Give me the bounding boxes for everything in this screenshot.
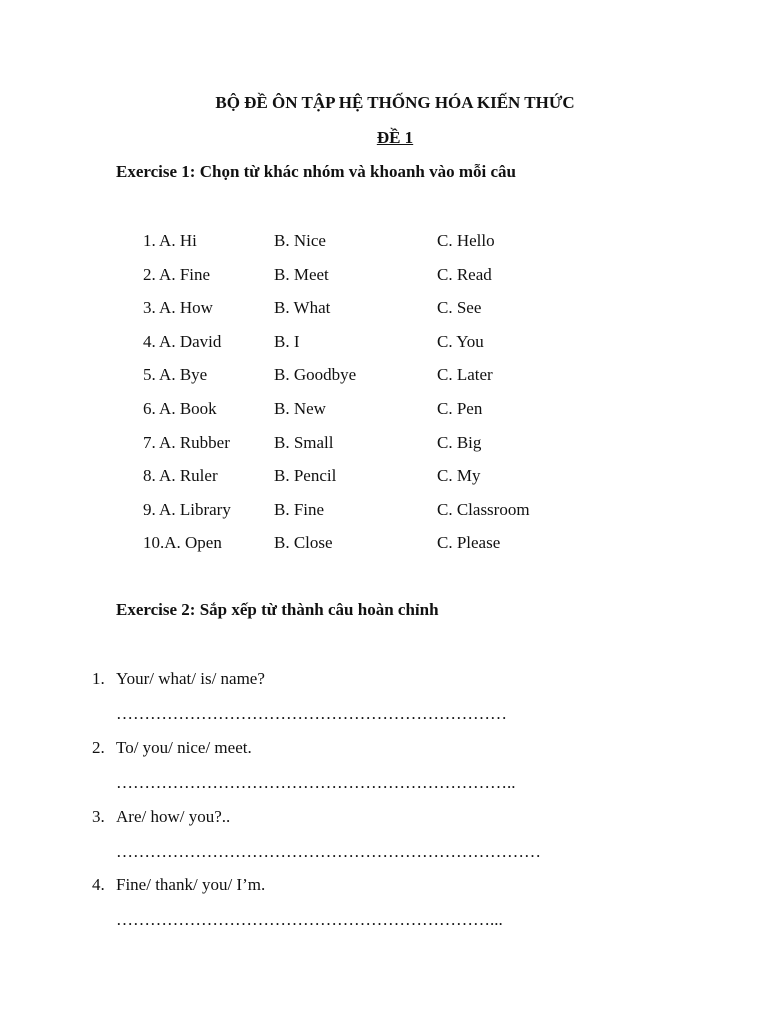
choice-row: [143, 499, 663, 533]
option-c: C. Later: [437, 365, 493, 385]
option-a: 3. A. How: [143, 298, 213, 318]
option-c: C. Classroom: [437, 499, 530, 519]
sentence-prompt: To/ you/ nice/ meet.: [116, 737, 252, 757]
answer-line: ……………………………………………………………: [116, 704, 507, 723]
exercise-2-heading: Exercise 2: Sắp xếp từ thành câu hoàn chỉnh: [116, 600, 439, 619]
option-a: 6. A. Book: [143, 398, 217, 418]
sentence-prompt: Your/ what/ is/ name?: [116, 669, 265, 688]
answer-line: ……………………………………………………………..: [116, 772, 516, 792]
answer-line: …………………………………………………………………: [116, 841, 541, 861]
sentence-number: 2.: [92, 737, 105, 757]
document-subtitle: ĐỀ 1: [376, 128, 414, 147]
option-b: B. New: [274, 398, 326, 418]
option-a: 5. A. Bye: [143, 365, 208, 385]
option-b: B. Nice: [274, 231, 326, 250]
option-a: 4. A. David: [143, 331, 222, 351]
answer-line: …………………………………………………………...: [116, 910, 503, 930]
sentence-number: 4.: [92, 875, 105, 895]
option-b: B. Goodbye: [274, 365, 357, 385]
sentence-number: 1.: [92, 669, 105, 688]
choice-row: [143, 398, 663, 432]
option-c: C. You: [437, 331, 484, 351]
choice-row: [143, 364, 663, 398]
option-b: B. I: [274, 331, 300, 351]
option-c: C. See: [437, 298, 482, 318]
option-a: 9. A. Library: [143, 499, 231, 519]
option-b: B. What: [274, 298, 331, 318]
option-c: C. Please: [437, 533, 501, 553]
option-b: B. Small: [274, 432, 334, 452]
option-c: C. Big: [437, 432, 482, 452]
exercise-1-choices: [143, 230, 663, 566]
option-a: 10.A. Open: [143, 533, 222, 553]
option-a: 2. A. Fine: [143, 264, 211, 284]
option-a: 1. A. Hi: [143, 231, 197, 250]
option-b: B. Fine: [274, 499, 325, 519]
option-c: C. My: [437, 466, 481, 486]
document-title: BỘ ĐỀ ÔN TẬP HỆ THỐNG HÓA KIẾN THỨC: [215, 93, 575, 112]
option-c: C. Hello: [437, 231, 495, 250]
choice-row: [143, 532, 663, 566]
option-a: 7. A. Rubber: [143, 432, 230, 452]
option-c: C. Read: [437, 264, 492, 284]
option-b: B. Pencil: [274, 466, 337, 486]
choice-row: [143, 465, 663, 499]
sentence-prompt: Fine/ thank/ you/ I’m.: [116, 875, 266, 895]
option-b: B. Meet: [274, 264, 329, 284]
choice-row: [143, 432, 663, 466]
option-c: C. Pen: [437, 398, 483, 418]
option-b: B. Close: [274, 533, 333, 553]
choice-row: [143, 331, 663, 365]
sentence-prompt: Are/ how/ you?..: [116, 806, 231, 826]
option-a: 8. A. Ruler: [143, 466, 218, 486]
exercise-1-heading: Exercise 1: Chọn từ khác nhóm và khoanh vào mỗi câu: [116, 162, 516, 181]
choice-row: [143, 264, 663, 298]
sentence-number: 3.: [92, 806, 105, 826]
choice-row: [143, 230, 663, 264]
choice-row: [143, 297, 663, 331]
